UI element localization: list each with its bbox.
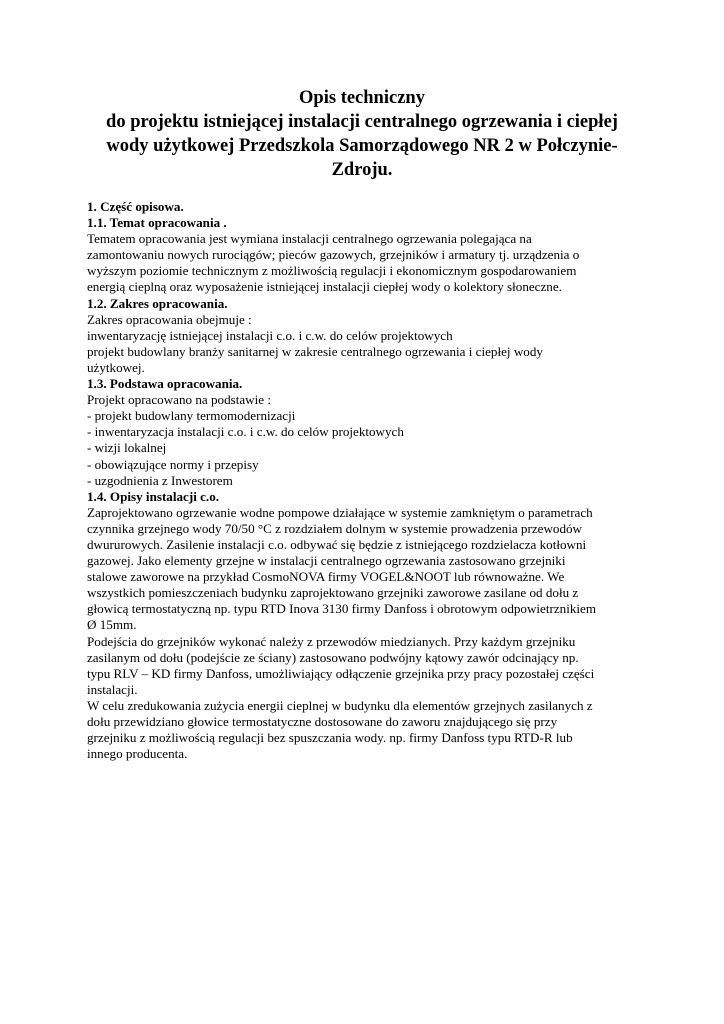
text-line: gazowej. Jako elementy grzejne w instalacji centralnego ogrzewania zastosowano grzejniki (87, 553, 566, 569)
text-line: projekt budowlany branży sanitarnej w zakresie centralnego ogrzewania i ciepłej wody (87, 343, 543, 359)
text-line: głowicą termostatyczną np. typu RTD Inova 3130 firmy Danfoss i obrotowym odpowietrznikiem (87, 601, 597, 617)
text-line: Tematem opracowania jest wymiana instalacji centralnego ogrzewania polegająca na (87, 231, 532, 247)
text-line: dołu przewidziano głowice termostatyczne dostosowane do zaworu znajdującego się przy (87, 714, 558, 729)
text-line: wszystkich pomieszczeniach budynku zaprojektowano grzejniki zaworowe zasilane od dołu z (87, 585, 579, 601)
text-line: Zaprojektowano ogrzewanie wodne pompowe działające w systemie zamkniętym o parametrach (87, 504, 593, 520)
text-line: - uzgodnienia z Inwestorem (87, 472, 233, 488)
title-line: wody użytkowej Przedszkola Samorządowego NR 2 w Połczynie- (106, 136, 618, 156)
text-line: Ø 15mm. (87, 617, 137, 633)
text-line: typu RLV – KD firmy Danfoss, umożliwiający odłączenie grzejnika przy pracy pozostałej części (87, 665, 595, 681)
text-line: wyższym poziomie technicznym z możliwością regulacji i ekonomicznym gospodarowaniem (87, 263, 577, 279)
text-line: instalacji. (87, 681, 138, 697)
text-line: zasilanym od dołu (podejście ze ściany) zastosowano podwójny kątowy zawór odcinający np. (87, 649, 579, 665)
text-line: grzejniku z możliwością regulacji bez spuszczania wody. np. firmy Danfoss typu RTD-R lub (87, 730, 573, 746)
text-line: energią cieplną oraz wyposażenie istniejącej instalacji ciepłej wody o kolektory słoneczne. (87, 279, 562, 295)
text-line: - obowiązujące normy i przepisy (87, 456, 259, 472)
text-line: Podejścia do grzejników wykonać należy z przewodów miedzianych. Przy każdym grzejniku (87, 633, 576, 649)
section-heading: 1.3. Podstawa opracowania. (87, 376, 243, 392)
text-line: Projekt opracowano na podstawie : (87, 392, 271, 408)
section-heading: 1.1. Temat opracowania . (87, 215, 227, 231)
section-heading: 1.2. Zakres opracowania. (87, 295, 228, 311)
text-line: - inwentaryzacja instalacji c.o. i c.w. do celów projektowych (87, 424, 404, 440)
text-line: - wizji lokalnej (87, 440, 167, 456)
text-line: czynnika grzejnego wody 70/50 °C z rozdziałem dolnym w systemie prowadzenia przewodów (87, 520, 583, 536)
section-heading: 1. Część opisowa. (87, 199, 184, 214)
text-line: zamontowaniu nowych rurociągów; pieców gazowych, grzejników i armatury tj. urządzenia o (87, 247, 580, 263)
text-line: - projekt budowlany termomodernizacji (87, 408, 296, 424)
text-line: użytkowej. (87, 359, 145, 375)
title-line: Zdroju. (331, 160, 393, 180)
text-line: innego producenta. (87, 746, 188, 762)
text-line: Zakres opracowania obejmuje : (87, 311, 252, 327)
title-line: do projektu istniejącej instalacji centralnego ogrzewania i ciepłej (106, 112, 618, 132)
title-line: Opis techniczny (299, 88, 425, 108)
text-line: inwentaryzację istniejącej instalacji c.o. i c.w. do celów projektowych (87, 327, 453, 343)
text-line: W celu zredukowania zużycia energii cieplnej w budynku dla elementów grzejnych zasilanych z (87, 697, 593, 713)
section-heading: 1.4. Opisy instalacji c.o. (87, 488, 220, 504)
text-line: stalowe zaworowe na przykład CosmoNOVA firmy VOGEL&NOOT lub równoważne. We (87, 569, 565, 585)
document-body (87, 199, 647, 762)
document-title (70, 86, 654, 182)
text-line: dwururowych. Zasilenie instalacji c.o. odbywać się będzie z istniejącego rozdzielacza kotłowni (87, 536, 587, 552)
